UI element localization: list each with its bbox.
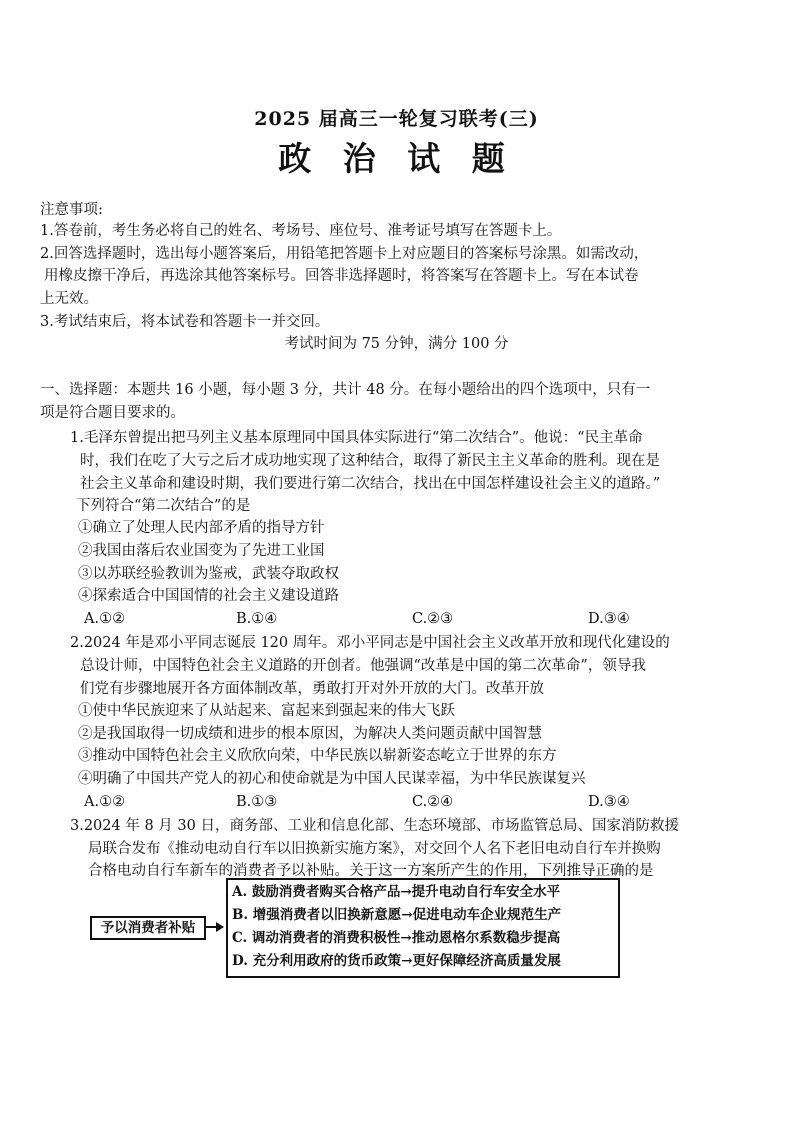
q3-stem: 3.2024 年 8 月 30 日，商务部、工业和信息化部、生态环境部、市场监管总局、国家消防救援 <box>70 818 679 834</box>
q1-stem: 社会主义革命和建设时期，我们要进行第二次结合，找出在中国怎样建设社会主义的道路。” <box>80 476 661 492</box>
notice-line: 1.答卷前，考生务必将自己的姓名、考场号、座位号、准考证号填写在答题卡上。 <box>40 223 562 239</box>
notice-line: 用橡皮擦干净后，再选涂其他答案标号。回答非选择题时，将答案写在答题卡上。写在本试卷 <box>44 268 639 284</box>
q1-option-d: D.③④ <box>588 611 630 627</box>
q3-stem: 局联合发布《推动电动自行车以旧换新实施方案》，对交回个人名下老旧电动自行车并换购 <box>88 841 661 857</box>
exam-title: 政 治 试 题 <box>278 139 515 178</box>
q2-option-a: A.①② <box>84 794 126 810</box>
q2-stem: 2.2024 年是邓小平同志诞辰 120 周年。邓小平同志是中国社会主义改革开放和现代化建设的 <box>70 635 670 651</box>
subsidy-box: 予以消费者补贴 <box>90 916 206 940</box>
q1-item: ①确立了处理人民内部矛盾的指导方针 <box>78 520 325 536</box>
q3-stem: 合格电动自行车新车的消费者予以补贴。关于这一方案所产生的作用，下列推导正确的是 <box>88 863 654 879</box>
section-intro: 一、选择题：本题共 16 小题，每小题 3 分，共计 48 分。在每小题给出的四个选项中，只有一 <box>40 382 651 398</box>
q1-option-a: A.①② <box>84 611 126 627</box>
q3-choice-d: D. 充分利用政府的货币政策→更好保障经济高质量发展 <box>232 953 561 969</box>
arrow-head-icon <box>216 922 224 932</box>
exam-info: 考试时间为 75 分钟，满分 100 分 <box>284 336 509 352</box>
q2-item: ②是我国取得一切成绩和进步的根本原因，为解决人类问题贡献中国智慧 <box>78 726 542 742</box>
q2-option-c: C.②④ <box>412 794 454 810</box>
notice-line: 上无效。 <box>40 291 98 307</box>
q3-diagram <box>90 878 630 978</box>
q1-option-c: C.②③ <box>412 611 454 627</box>
q1-item: ②我国由落后农业国变为了先进工业国 <box>78 543 325 559</box>
q2-item: ④明确了中国共产党人的初心和使命就是为中国人民谋幸福，为中华民族谋复兴 <box>78 771 586 787</box>
notice-heading: 注意事项: <box>40 202 103 218</box>
q1-stem: 1.毛泽东曾提出把马列主义基本原理同中国具体实际进行“第二次结合”。他说：“民主革命 <box>70 430 643 446</box>
q2-stem: 们党有步骤地展开各方面体制改革，勇敢打开对外开放的大门。改革开放 <box>80 681 544 697</box>
q3-choice-c: C. 调动消费者的消费积极性→推动恩格尔系数稳步提高 <box>232 930 561 946</box>
notice-line: 3.考试结束后，将本试卷和答题卡一并交回。 <box>40 314 330 330</box>
q1-stem: 下列符合“第二次结合”的是 <box>76 498 251 514</box>
section-intro: 项是符合题目要求的。 <box>40 405 185 421</box>
q3-choice-a: A. 鼓励消费者购买合格产品→提升电动自行车安全水平 <box>232 884 561 900</box>
q1-item: ④探索适合中国国情的社会主义建设道路 <box>78 588 339 604</box>
q2-option-b: B.①③ <box>236 794 278 810</box>
notice-line: 2.回答选择题时，选出每小题答案后，用铅笔把答题卡上对应题目的答案标号涂黑。如需改动， <box>40 246 649 262</box>
q1-option-b: B.①④ <box>236 611 278 627</box>
q3-choice-b: B. 增强消费者以旧换新意愿→促进电动车企业规范生产 <box>232 907 562 923</box>
q1-item: ③以苏联经验教训为鉴戒，武装夺取政权 <box>78 566 339 582</box>
q2-item: ①使中华民族迎来了从站起来、富起来到强起来的伟大飞跃 <box>78 703 455 719</box>
q3-choices-box <box>226 878 620 978</box>
q2-stem: 总设计师，中国特色社会主义道路的开创者。他强调“改革是中国的第二次革命”，领导我 <box>80 658 646 674</box>
q1-stem: 时，我们在吃了大亏之后才成功地实现了这种结合，取得了新民主主义革命的胜利。现在是 <box>80 453 660 469</box>
q2-option-d: D.③④ <box>588 794 630 810</box>
q2-item: ③推动中国特色社会主义欣欣向荣，中华民族以崭新姿态屹立于世界的东方 <box>78 748 557 764</box>
exam-subtitle: 2025 届高三一轮复习联考(三) <box>254 108 539 130</box>
